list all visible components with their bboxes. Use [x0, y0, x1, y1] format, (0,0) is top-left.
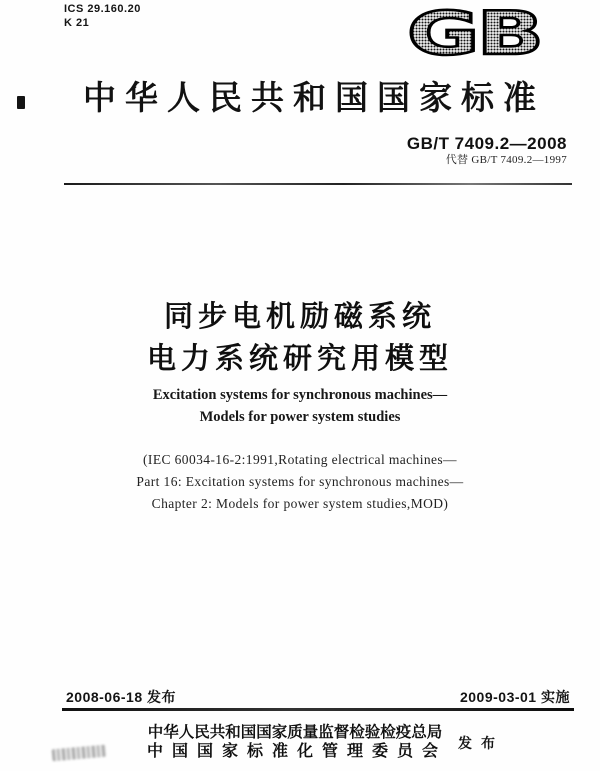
- date-row: [66, 687, 570, 707]
- issuer-block: [142, 724, 448, 761]
- national-standard-heading: 中华人民共和国国家标准: [83, 81, 545, 117]
- gb-logo-icon: [403, 3, 545, 63]
- iec-note-line3: Chapter 2: Models for power system studies,MOD): [151, 496, 449, 511]
- iec-adoption-note: [0, 449, 600, 515]
- issuer-line2: 中国国家标准化管理委员会: [146, 743, 447, 760]
- title-en-line1: Excitation systems for synchronous machines—: [152, 387, 448, 403]
- scan-artifact-mark: [17, 96, 25, 109]
- iec-note-line2: Part 16: Excitation systems for synchronous machines—: [136, 474, 464, 489]
- issue-date: 2008-06-18 发布: [66, 689, 177, 705]
- standard-number-block: [407, 135, 567, 167]
- ics-classification: [64, 2, 141, 30]
- title-en-line2: Models for power system studies: [199, 409, 401, 425]
- title-cn-line1: 同步电机励磁系统: [163, 301, 436, 333]
- gb-logo-text: GB: [407, 3, 541, 63]
- implement-date: 2009-03-01 实施: [459, 689, 570, 705]
- header-divider-line: [64, 183, 572, 185]
- document-title-en: [0, 384, 600, 428]
- iec-note-line1: (IEC 60034-16-2:1991,Rotating electrical machines—: [143, 452, 457, 467]
- publish-label: 发布: [458, 735, 504, 751]
- replaces-note: 代替 GB/T 7409.2—1997: [445, 154, 567, 166]
- issuer-line1: 中华人民共和国国家质量监督检验检疫总局: [147, 724, 443, 741]
- title-cn-line2: 电力系统研究用模型: [146, 343, 453, 375]
- stamp-smudge-artifact: [52, 745, 107, 762]
- class-code: K 21: [64, 17, 90, 29]
- document-title-cn: [0, 296, 600, 380]
- standard-number: GB/T 7409.2—2008: [406, 134, 567, 153]
- footer-divider-line: [62, 708, 574, 711]
- ics-code: ICS 29.160.20: [64, 3, 141, 15]
